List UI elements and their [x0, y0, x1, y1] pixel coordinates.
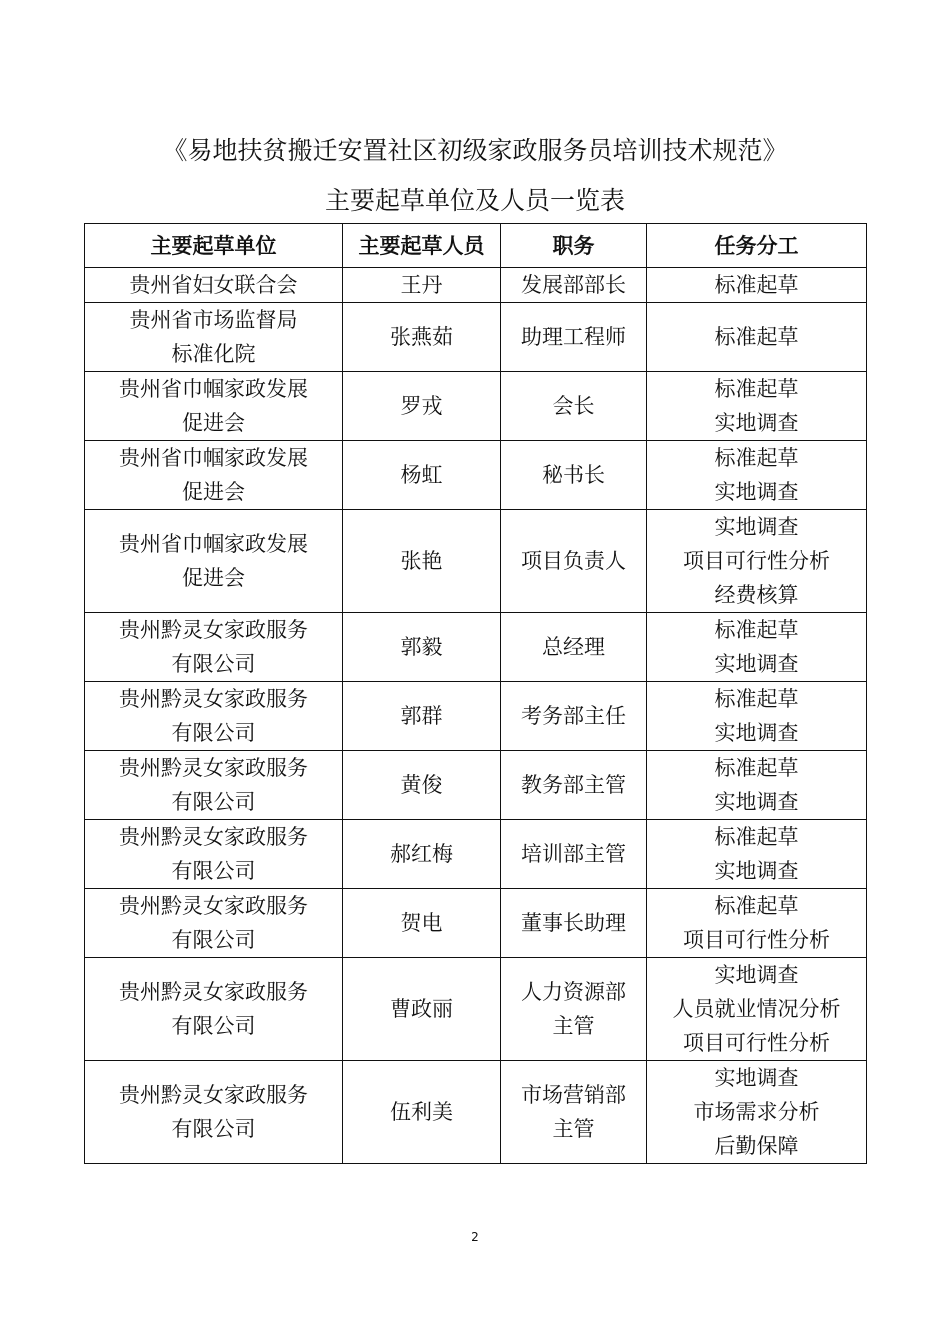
cell-position	[501, 682, 647, 751]
cell-tasks-text: 实地调查	[714, 790, 799, 814]
cell-unit-text: 贵州黔灵女家政服务	[119, 756, 308, 780]
cell-unit-text: 贵州黔灵女家政服务	[119, 980, 308, 1004]
cell-tasks-text: 标准起草	[714, 325, 799, 349]
table-row	[85, 303, 867, 372]
cell-unit-text: 标准化院	[171, 342, 256, 366]
cell-position	[501, 372, 647, 441]
cell-tasks	[647, 1061, 867, 1164]
cell-position-text: 秘书长	[542, 463, 605, 487]
cell-unit-text: 贵州黔灵女家政服务	[119, 618, 308, 642]
drafters-table	[84, 223, 867, 1164]
cell-unit	[85, 441, 343, 510]
cell-unit	[85, 958, 343, 1061]
cell-position	[501, 303, 647, 372]
cell-position	[501, 441, 647, 510]
page-number: 2	[471, 1230, 479, 1244]
cell-unit-text: 贵州黔灵女家政服务	[119, 1083, 308, 1107]
table-row	[85, 268, 867, 303]
cell-person-text: 伍利美	[390, 1100, 453, 1124]
cell-unit-text: 促进会	[182, 411, 245, 435]
header-position: 职务	[501, 224, 647, 268]
cell-tasks-text: 标准起草	[714, 756, 799, 780]
cell-unit-text: 贵州黔灵女家政服务	[119, 894, 308, 918]
cell-person-text: 罗戎	[400, 394, 443, 418]
table-row	[85, 372, 867, 441]
cell-person	[343, 441, 501, 510]
cell-tasks-text: 实地调查	[714, 515, 799, 539]
cell-person	[343, 1061, 501, 1164]
cell-unit-text: 有限公司	[171, 652, 256, 676]
cell-position-text: 主管	[552, 1014, 595, 1038]
cell-position-text: 总经理	[542, 635, 605, 659]
cell-person-text: 张艳	[400, 549, 443, 573]
cell-tasks	[647, 441, 867, 510]
cell-position-text: 考务部主任	[521, 704, 626, 728]
cell-person-text: 郭群	[400, 704, 443, 728]
table-row	[85, 682, 867, 751]
cell-person	[343, 751, 501, 820]
cell-person	[343, 889, 501, 958]
cell-unit-text: 贵州黔灵女家政服务	[119, 825, 308, 849]
cell-unit-text: 有限公司	[171, 721, 256, 745]
document-title: 《易地扶贫搬迁安置社区初级家政服务员培训技术规范》	[162, 136, 788, 165]
cell-tasks-text: 标准起草	[714, 825, 799, 849]
cell-position	[501, 510, 647, 613]
cell-tasks-text: 标准起草	[714, 618, 799, 642]
cell-unit	[85, 889, 343, 958]
cell-unit-text: 有限公司	[171, 859, 256, 883]
cell-tasks-text: 实地调查	[714, 721, 799, 745]
cell-tasks	[647, 268, 867, 303]
cell-tasks-text: 标准起草	[714, 894, 799, 918]
table-row	[85, 510, 867, 613]
cell-person-text: 郝红梅	[390, 842, 453, 866]
table-header-row	[85, 224, 867, 268]
cell-tasks	[647, 889, 867, 958]
cell-person	[343, 682, 501, 751]
cell-tasks-text: 标准起草	[714, 687, 799, 711]
cell-tasks	[647, 682, 867, 751]
cell-unit-text: 有限公司	[171, 1014, 256, 1038]
header-tasks: 任务分工	[647, 224, 867, 268]
cell-tasks	[647, 751, 867, 820]
cell-tasks-text: 项目可行性分析	[683, 928, 830, 952]
table-row	[85, 441, 867, 510]
cell-tasks	[647, 820, 867, 889]
header-unit: 主要起草单位	[85, 224, 343, 268]
cell-tasks-text: 市场需求分析	[693, 1100, 820, 1124]
cell-person	[343, 613, 501, 682]
cell-unit	[85, 1061, 343, 1164]
cell-person	[343, 510, 501, 613]
cell-position	[501, 268, 647, 303]
cell-tasks-text: 人员就业情况分析	[672, 997, 841, 1021]
cell-person	[343, 820, 501, 889]
cell-unit-text: 贵州省妇女联合会	[129, 273, 298, 297]
cell-person-text: 贺电	[400, 911, 443, 935]
table-row	[85, 958, 867, 1061]
cell-person	[343, 268, 501, 303]
cell-unit	[85, 820, 343, 889]
cell-tasks-text: 标准起草	[714, 446, 799, 470]
cell-tasks	[647, 372, 867, 441]
cell-unit	[85, 751, 343, 820]
cell-tasks-text: 实地调查	[714, 963, 799, 987]
cell-position	[501, 820, 647, 889]
cell-tasks-text: 实地调查	[714, 859, 799, 883]
cell-tasks-text: 经费核算	[714, 583, 799, 607]
table-row	[85, 613, 867, 682]
cell-person	[343, 372, 501, 441]
cell-unit-text: 贵州黔灵女家政服务	[119, 687, 308, 711]
cell-unit-text: 贵州省巾帼家政发展	[119, 377, 308, 401]
cell-tasks	[647, 303, 867, 372]
cell-person-text: 郭毅	[400, 635, 443, 659]
cell-tasks	[647, 510, 867, 613]
cell-person	[343, 958, 501, 1061]
cell-unit-text: 有限公司	[171, 1117, 256, 1141]
table-row	[85, 889, 867, 958]
cell-tasks	[647, 958, 867, 1061]
cell-position	[501, 613, 647, 682]
cell-unit	[85, 613, 343, 682]
cell-unit	[85, 303, 343, 372]
table-body	[85, 268, 867, 1164]
cell-tasks-text: 实地调查	[714, 652, 799, 676]
cell-tasks-text: 实地调查	[714, 411, 799, 435]
cell-unit-text: 促进会	[182, 566, 245, 590]
table-row	[85, 751, 867, 820]
cell-tasks-text: 项目可行性分析	[683, 549, 830, 573]
cell-tasks	[647, 613, 867, 682]
cell-unit-text: 有限公司	[171, 928, 256, 952]
cell-unit	[85, 268, 343, 303]
cell-position-text: 教务部主管	[521, 773, 626, 797]
cell-unit	[85, 682, 343, 751]
cell-tasks-text: 实地调查	[714, 480, 799, 504]
cell-position-text: 人力资源部	[521, 980, 626, 1004]
cell-unit-text: 贵州省巾帼家政发展	[119, 446, 308, 470]
cell-unit-text: 有限公司	[171, 790, 256, 814]
cell-unit-text: 贵州省市场监督局	[129, 308, 298, 332]
header-person: 主要起草人员	[343, 224, 501, 268]
cell-person-text: 曹政丽	[390, 997, 453, 1021]
cell-position-text: 助理工程师	[521, 325, 626, 349]
cell-position-text: 发展部部长	[521, 273, 626, 297]
cell-position-text: 会长	[552, 394, 595, 418]
cell-position	[501, 889, 647, 958]
cell-position	[501, 1061, 647, 1164]
cell-tasks-text: 后勤保障	[714, 1134, 799, 1158]
cell-position-text: 项目负责人	[521, 549, 626, 573]
cell-unit	[85, 510, 343, 613]
table-row	[85, 820, 867, 889]
cell-person-text: 王丹	[400, 273, 443, 297]
cell-tasks-text: 标准起草	[714, 377, 799, 401]
cell-person-text: 黄俊	[400, 773, 443, 797]
cell-position	[501, 751, 647, 820]
document-subtitle: 主要起草单位及人员一览表	[324, 186, 625, 215]
cell-position	[501, 958, 647, 1061]
cell-unit-text: 贵州省巾帼家政发展	[119, 532, 308, 556]
cell-person	[343, 303, 501, 372]
cell-tasks-text: 标准起草	[714, 273, 799, 297]
cell-position-text: 主管	[552, 1117, 595, 1141]
cell-position-text: 市场营销部	[521, 1083, 626, 1107]
cell-position-text: 董事长助理	[521, 911, 626, 935]
cell-person-text: 张燕茹	[390, 325, 453, 349]
cell-unit-text: 促进会	[182, 480, 245, 504]
cell-unit	[85, 372, 343, 441]
cell-person-text: 杨虹	[400, 463, 443, 487]
cell-tasks-text: 项目可行性分析	[683, 1031, 830, 1055]
cell-tasks-text: 实地调查	[714, 1066, 799, 1090]
cell-position-text: 培训部主管	[521, 842, 626, 866]
table-row	[85, 1061, 867, 1164]
